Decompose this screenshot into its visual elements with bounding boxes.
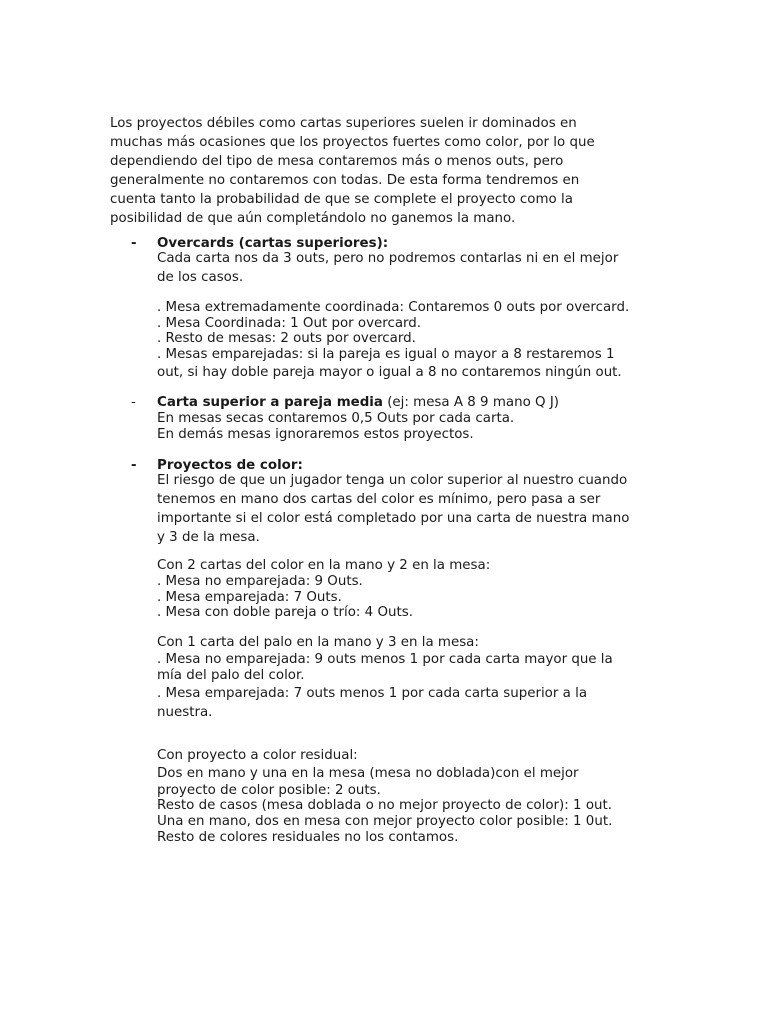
section-heading: Overcards (cartas superiores):: [157, 236, 389, 251]
intro-line: posibilidad de que aún completándolo no ganemos la mano.: [110, 211, 516, 226]
bullet-dash: -: [131, 395, 136, 410]
section-line: Resto de colores residuales no los contamos.: [157, 830, 459, 845]
section-line: . Mesa Coordinada: 1 Out por overcard.: [157, 316, 422, 331]
intro-line: muchas más ocasiones que los proyectos fuertes como color, por lo que: [110, 135, 595, 150]
intro-line: generalmente no contaremos con todas. De esta forma tendremos en: [110, 173, 580, 188]
section-heading: Proyectos de color:: [157, 458, 303, 473]
intro-line: cuenta tanto la probabilidad de que se complete el proyecto como la: [110, 192, 573, 207]
section-line: En mesas secas contaremos 0,5 Outs por cada carta.: [157, 411, 515, 426]
section-line: Con proyecto a color residual:: [157, 748, 358, 763]
section-line: . Mesa emparejada: 7 Outs.: [157, 590, 342, 605]
bullet-dash: -: [131, 458, 137, 473]
section-line: tenemos en mano dos cartas del color es mínimo, pero pasa a ser: [157, 492, 601, 507]
section-line: Con 2 cartas del color en la mano y 2 en la mesa:: [157, 558, 491, 573]
section-line: mía del palo del color.: [157, 668, 305, 683]
section-line: proyecto de color posible: 2 outs.: [157, 783, 381, 798]
section-line: . Mesas emparejadas: si la pareja es igual o mayor a 8 restaremos 1: [157, 347, 615, 362]
section-line: . Resto de mesas: 2 outs por overcard.: [157, 331, 416, 346]
section-line: Con 1 carta del palo en la mano y 3 en la mesa:: [157, 635, 479, 650]
section-heading-example: (ej: mesa A 8 9 mano Q J): [382, 395, 559, 410]
section-line: importante si el color está completado por una carta de nuestra mano: [157, 511, 630, 526]
section-line: . Mesa con doble pareja o trío: 4 Outs.: [157, 605, 413, 620]
intro-line: dependiendo del tipo de mesa contaremos más o menos outs, pero: [110, 154, 564, 169]
section-line: En demás mesas ignoraremos estos proyectos.: [157, 427, 474, 442]
section-line: . Mesa no emparejada: 9 Outs.: [157, 574, 363, 589]
section-heading: [157, 395, 559, 411]
section-line: El riesgo de que un jugador tenga un color superior al nuestro cuando: [157, 473, 628, 488]
bullet-dash: -: [131, 236, 137, 251]
intro-line: Los proyectos débiles como cartas superiores suelen ir dominados en: [110, 116, 577, 131]
section-heading-bold: Carta superior a pareja media: [157, 395, 383, 410]
section-line: out, si hay doble pareja mayor o igual a 8 no contaremos ningún out.: [157, 365, 622, 380]
section-line: Resto de casos (mesa doblada o no mejor proyecto de color): 1 out.: [157, 798, 612, 813]
section-line: Dos en mano y una en la mesa (mesa no doblada)con el mejor: [157, 766, 579, 781]
section-line: . Mesa no emparejada: 9 outs menos 1 por cada carta mayor que la: [157, 652, 613, 667]
section-line: . Mesa emparejada: 7 outs menos 1 por cada carta superior a la: [157, 686, 588, 701]
section-line: Una en mano, dos en mesa con mejor proyecto color posible: 1 0ut.: [157, 814, 613, 829]
section-line: y 3 de la mesa.: [157, 530, 260, 545]
section-line: nuestra.: [157, 705, 213, 720]
section-line: Cada carta nos da 3 outs, pero no podremos contarlas ni en el mejor: [157, 251, 619, 266]
section-line: . Mesa extremadamente coordinada: Contaremos 0 outs por overcard.: [157, 300, 630, 315]
section-line: de los casos.: [157, 270, 244, 285]
